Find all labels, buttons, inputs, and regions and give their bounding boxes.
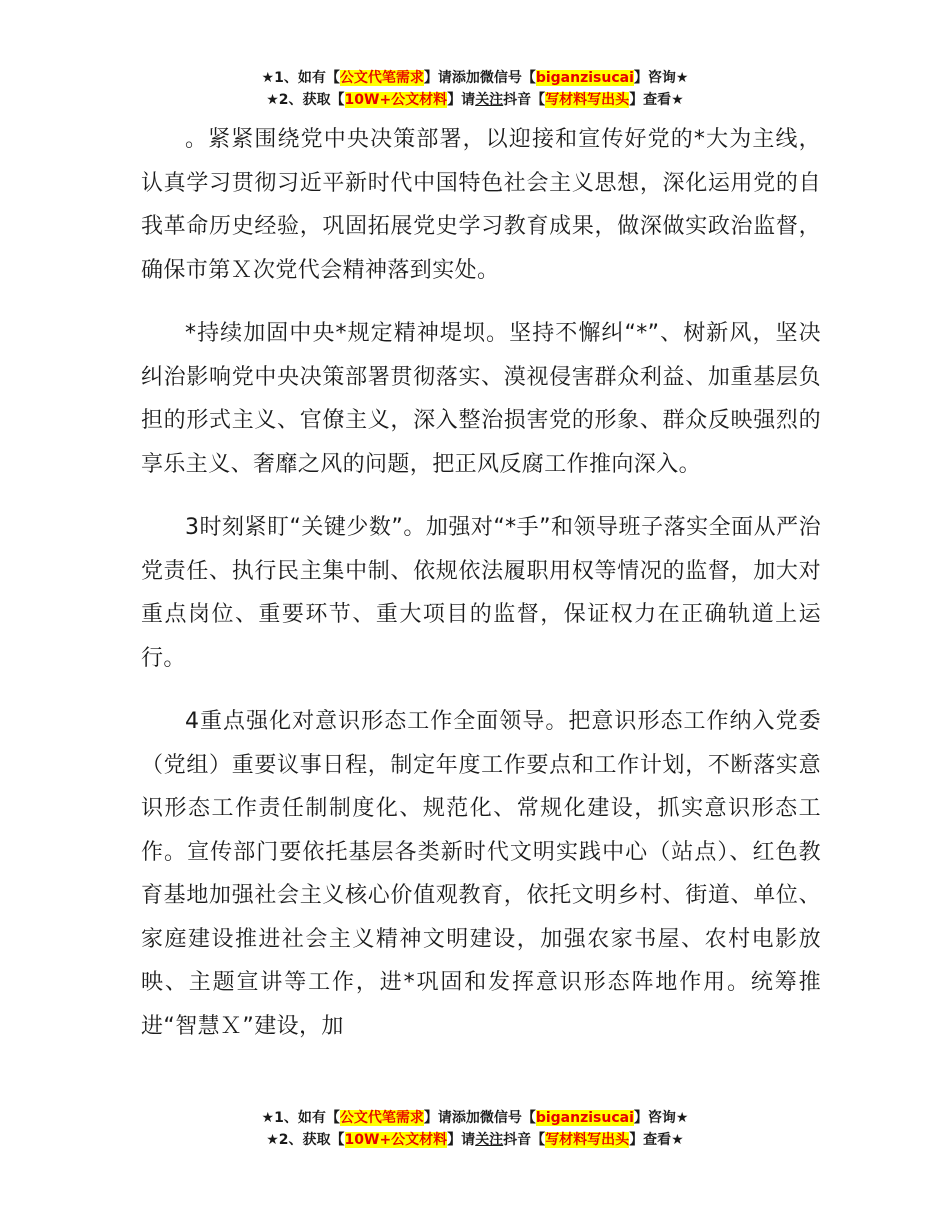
banner-text: 】请添加微信号【	[423, 70, 536, 86]
paragraph: 4重点强化对意识形态工作全面领导。把意识形态工作纳入党委（党组）重要议事日程，制定年度工作要点和工作计划，不断落实意识形态工作责任制制度化、规范化、常规化建设，抓实意识形态工作。宣传部门要依托基层各类新时代文明实践中心（站点）、红色教育基地加强社会主义核心价值观教育，依托文明乡村、街道、单位、家庭建设推进社会主义精神文明建设，加强农家书屋、农村电影放映、主题宣讲等工作，进*巩固和发挥意识形态阵地作用。统筹推进“智慧Ｘ”建设，加	[141, 709, 821, 1039]
banner-text: 】咨询★	[633, 1110, 689, 1126]
banner-text: ★2、获取【	[266, 92, 345, 108]
banner-highlight: 公文代笔需求	[339, 70, 424, 86]
paragraph: *持续加固中央*规定精神堤坝。坚持不懈纠“*”、树新风，坚决纠治影响党中央决策部署贯彻落实、漠视侵害群众利益、加重基层负担的形式主义、官僚主义，深入整治损害党的形象、群众反映强烈的享乐主义、奢靡之风的问题，把正风反腐工作推向深入。	[141, 321, 821, 477]
banner-underlined-text: 关注	[475, 1132, 504, 1148]
banner-line-2	[0, 1129, 950, 1151]
document-body	[141, 118, 821, 1068]
banner-highlight: biganzisucai	[535, 1110, 634, 1126]
banner-highlight: 10W+公文材料	[344, 92, 448, 108]
banner-line-2	[0, 89, 950, 111]
bottom-banner	[0, 1107, 950, 1151]
banner-text: 】查看★	[629, 1132, 684, 1148]
top-banner	[0, 67, 950, 111]
banner-line-1	[0, 1107, 950, 1129]
banner-text: 】请	[447, 1132, 476, 1148]
banner-highlight: 写材料写出头	[545, 92, 630, 108]
banner-text: 抖音【	[503, 1132, 546, 1148]
banner-underlined-text: 关注	[475, 92, 504, 108]
banner-highlight: 10W+公文材料	[344, 1132, 448, 1148]
banner-text: 】请添加微信号【	[423, 1110, 536, 1126]
banner-text: 】咨询★	[633, 70, 689, 86]
banner-highlight: 公文代笔需求	[339, 1110, 424, 1126]
banner-line-1	[0, 67, 950, 89]
banner-text: ★1、如有【	[261, 70, 340, 86]
banner-text: 】请	[447, 92, 476, 108]
banner-text: ★2、获取【	[266, 1132, 345, 1148]
paragraph: 3时刻紧盯“关键少数”。加强对“*手”和领导班子落实全面从严治党责任、执行民主集中制、依规依法履职用权等情况的监督，加大对重点岗位、重要环节、重大项目的监督，保证权力在正确轨道上运行。	[141, 515, 821, 671]
paragraph: 。紧紧围绕党中央决策部署，以迎接和宣传好党的*大为主线，认真学习贯彻习近平新时代中国特色社会主义思想，深化运用党的自我革命历史经验，巩固拓展党史学习教育成果，做深做实政治监督，确保市第Ｘ次党代会精神落到实处。	[141, 127, 821, 283]
banner-text: 】查看★	[629, 92, 684, 108]
banner-highlight: biganzisucai	[535, 70, 634, 86]
banner-highlight: 写材料写出头	[545, 1132, 630, 1148]
banner-text: 抖音【	[503, 92, 546, 108]
banner-text: ★1、如有【	[261, 1110, 340, 1126]
